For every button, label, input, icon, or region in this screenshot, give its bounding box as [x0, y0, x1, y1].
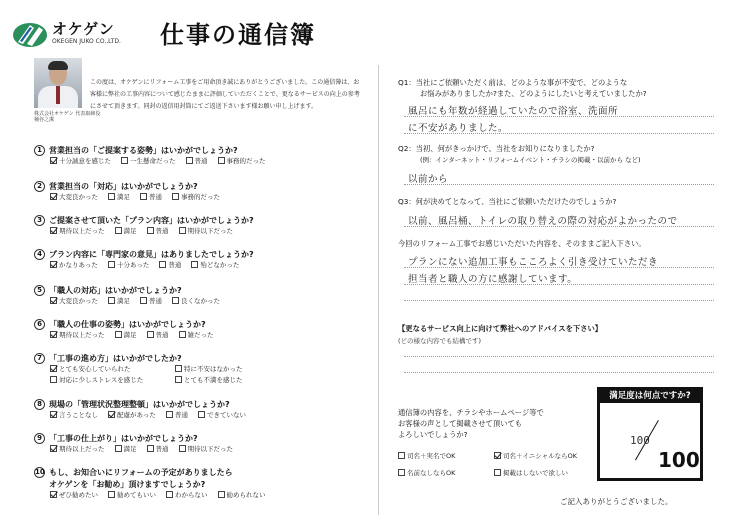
option[interactable]: 期待以上だった: [50, 330, 105, 341]
answer-line: [404, 267, 714, 268]
answer-line: [404, 184, 714, 185]
option[interactable]: とても不満を感じた: [175, 375, 243, 386]
checkbox-checked-icon[interactable]: [50, 227, 57, 234]
option[interactable]: 名前なしならOK: [398, 468, 494, 479]
option[interactable]: 期待以上だった: [50, 226, 105, 237]
checkbox-checked-icon[interactable]: [50, 297, 57, 304]
checkbox-icon[interactable]: [115, 445, 122, 452]
checkbox-icon[interactable]: [115, 227, 122, 234]
checkbox-icon[interactable]: [191, 261, 198, 268]
question-title: 「工事の仕上がり」はいかがでしょうか?: [49, 433, 198, 443]
score-max: 100: [658, 448, 700, 472]
advice-title: 【更なるサービス向上に向けて弊社へのアドバイスを下さい】: [398, 324, 603, 333]
impression-answer-line1[interactable]: プランにない追加工事もこころよく引き受けていただき: [408, 257, 659, 268]
question-10: [34, 466, 364, 501]
q2-answer[interactable]: 以前から: [408, 174, 449, 185]
logo-name: オケゲン: [52, 20, 115, 38]
checkbox-icon[interactable]: [398, 469, 405, 476]
option[interactable]: ぜひ勧めたい: [50, 490, 98, 501]
checkbox-icon[interactable]: [398, 452, 405, 459]
option[interactable]: 満足: [115, 330, 137, 341]
checkbox-icon[interactable]: [50, 376, 57, 383]
option[interactable]: 配慮があった: [108, 410, 156, 421]
option[interactable]: 言うことなし: [50, 410, 98, 421]
option[interactable]: 十分誠意を感じた: [50, 156, 111, 167]
answer-line: [404, 133, 714, 134]
logo-mark-icon: [12, 20, 48, 50]
question-title: 現場の「管理状況整理整頓」はいかがでしょうか?: [49, 399, 230, 409]
question-number: 2: [34, 181, 45, 192]
checkbox-icon[interactable]: [179, 445, 186, 452]
question-3: [34, 214, 364, 237]
question-2: [34, 180, 364, 203]
checkbox-checked-icon[interactable]: [50, 193, 57, 200]
answer-line: [404, 226, 714, 227]
option[interactable]: 司名＋実名でOK: [398, 451, 494, 462]
question-number: 7: [34, 353, 45, 364]
question-1: [34, 144, 364, 167]
checkbox-checked-icon[interactable]: [50, 365, 57, 372]
option[interactable]: 大変良かった: [50, 296, 98, 307]
checkbox-checked-icon[interactable]: [50, 157, 57, 164]
answer-line: [404, 356, 714, 357]
question-number: 8: [34, 399, 45, 410]
question-5: [34, 284, 364, 307]
question-6: [34, 318, 364, 341]
advice-subtitle: (どの様な内容でも結構です): [398, 337, 482, 345]
option[interactable]: かなりあった: [50, 260, 98, 271]
option[interactable]: 普通: [147, 226, 169, 237]
question-title: 「工事の進め方」はいかがでしたか?: [49, 353, 182, 363]
checkbox-icon[interactable]: [175, 365, 182, 372]
option[interactable]: 勧めてもいい: [108, 490, 156, 501]
intro-text: この度は、オケゲンにリフォーム工事をご用命頂き誠にありがとうございました。この通信簿は、お客様に弊社の工事内容について感じたままに評価していただくことで、更なるサービスの向上の参考にさせて頂きます。同封の返信用封筒にてご返送下さいます様お願い申し上げます。: [90, 79, 360, 110]
question-number: 6: [34, 319, 45, 330]
answer-line: [404, 284, 714, 285]
question-title: 営業担当の「ご提案する姿勢」はいかがでしょうか?: [49, 145, 238, 155]
checkbox-checked-icon[interactable]: [50, 411, 57, 418]
question-number: 3: [34, 215, 45, 226]
option[interactable]: 普通: [140, 296, 162, 307]
question-title: ご提案させて頂いた「プラン内容」はいかがでしょうか?: [49, 215, 254, 225]
question-title: 営業担当の「対応」はいかがでしょうか?: [49, 181, 198, 191]
q3-question: Q3：何が決めてとなって、当社にご依頼いただけたのでしょうか?: [398, 197, 617, 206]
checkbox-icon[interactable]: [175, 376, 182, 383]
checkbox-icon[interactable]: [172, 193, 179, 200]
question-title: 「職人の仕事の姿勢」はいかがでしょうか?: [49, 319, 206, 329]
question-8: [34, 398, 364, 421]
column-divider: [378, 65, 379, 515]
q1-question: Q1：当社にご依頼いただく前は、どのような事が不安で、どのような お悩みがありましたか?また、どのようにしたいと考えていましたか?: [398, 78, 647, 98]
question-title: 「職人の対応」はいかがでしょうか?: [49, 285, 182, 295]
company-logo: [12, 18, 152, 58]
checkbox-icon[interactable]: [172, 297, 179, 304]
checkbox-checked-icon[interactable]: [50, 331, 57, 338]
option[interactable]: 勧められない: [218, 490, 266, 501]
checkbox-icon[interactable]: [121, 157, 128, 164]
checkbox-icon[interactable]: [186, 157, 193, 164]
option[interactable]: 大変良かった: [50, 192, 98, 203]
q2-example: (例：インターネット・リフォームイベント・チラシの掲載・以前から など): [420, 156, 641, 164]
page-title: 仕事の通信簿: [160, 21, 316, 49]
checkbox-icon[interactable]: [140, 193, 147, 200]
option[interactable]: 普通: [166, 410, 188, 421]
question-4: [34, 248, 364, 271]
permission-question: 通信簿の内容を、チラシやホームページ等で お客様の声として掲載させて頂いても よろしいでしょうか?: [398, 408, 544, 439]
option[interactable]: 普通: [147, 444, 169, 455]
question-title: プラン内容に「専門家の意見」はありましたでしょうか?: [49, 249, 254, 259]
option[interactable]: 期待以下だった: [179, 226, 234, 237]
checkbox-icon[interactable]: [179, 331, 186, 338]
option[interactable]: 普通: [159, 260, 181, 271]
checkbox-checked-icon[interactable]: [108, 411, 115, 418]
checkbox-icon[interactable]: [108, 297, 115, 304]
checkbox-icon[interactable]: [218, 491, 225, 498]
q1-answer-line2[interactable]: に不安がありました。: [408, 123, 509, 134]
option[interactable]: 期待以下だった: [179, 444, 234, 455]
question-number: 5: [34, 285, 45, 296]
ceo-portrait: [34, 58, 82, 108]
option[interactable]: できていない: [198, 410, 246, 421]
checkbox-icon[interactable]: [166, 491, 173, 498]
option[interactable]: 特に不安はなかった: [175, 364, 243, 375]
q1-answer-line1[interactable]: 風呂にも年数が経過していたので浴室、洗面所: [408, 106, 619, 117]
checkbox-checked-icon[interactable]: [494, 452, 501, 459]
question-number: 10: [35, 467, 45, 476]
option[interactable]: 良くなかった: [172, 296, 220, 307]
question-number: 9: [34, 433, 45, 444]
question-number: 1: [34, 145, 45, 156]
option[interactable]: 殆どなかった: [191, 260, 239, 271]
option[interactable]: 事務的だった: [172, 192, 220, 203]
question-7: [34, 352, 364, 386]
ceo-title: 株式会社オケゲン 代表取締役: [34, 111, 101, 117]
option[interactable]: 満足: [108, 192, 130, 203]
option[interactable]: 満足: [115, 444, 137, 455]
option[interactable]: 事務的だった: [218, 156, 266, 167]
thanks-text: ご記入ありがとうございました。: [560, 497, 673, 506]
option[interactable]: 期待以上だった: [50, 444, 105, 455]
option[interactable]: 満足: [115, 226, 137, 237]
checkbox-icon[interactable]: [108, 491, 115, 498]
impression-question: 今回のリフォーム工事でお感じいただいた内容を、そのままご記入下さい。: [398, 239, 646, 248]
option[interactable]: 満足: [108, 296, 130, 307]
question-number: 4: [34, 249, 45, 260]
checkbox-icon[interactable]: [494, 469, 501, 476]
checkbox-icon[interactable]: [108, 261, 115, 268]
checkbox-icon[interactable]: [218, 157, 225, 164]
checkbox-icon[interactable]: [140, 297, 147, 304]
checkbox-icon[interactable]: [166, 411, 173, 418]
score-title: 満足度は何点ですか?: [600, 390, 700, 403]
satisfaction-score-box: [597, 387, 703, 481]
ceo-name: 桶谷之潔: [34, 117, 55, 123]
option[interactable]: 雑だった: [179, 330, 214, 341]
checkbox-checked-icon[interactable]: [50, 261, 57, 268]
question-title-line2: オケゲンを「お勧め」頂けますでしょうか?: [49, 479, 206, 489]
checkbox-icon[interactable]: [147, 227, 154, 234]
answer-line: [404, 372, 714, 373]
q3-answer[interactable]: 以前、風呂桶、トイレの取り替えの際の対応がよかったので: [408, 216, 678, 227]
question-9: [34, 432, 364, 455]
option[interactable]: わからない: [166, 490, 208, 501]
option[interactable]: 掲載はしないで欲しい: [494, 468, 590, 479]
checkbox-icon[interactable]: [159, 261, 166, 268]
option[interactable]: 対応に少しストレスを感じた: [50, 375, 165, 386]
checkbox-icon[interactable]: [115, 331, 122, 338]
checkbox-icon[interactable]: [108, 193, 115, 200]
option[interactable]: 一生懸命だった: [121, 156, 176, 167]
score-value[interactable]: 100: [630, 434, 650, 447]
option[interactable]: 普通: [147, 330, 169, 341]
question-title: もし、お知合いにリフォームの予定がありましたら: [49, 467, 233, 477]
permission-options: [398, 451, 598, 480]
option[interactable]: 司名＋イニシャルならOK: [494, 451, 590, 462]
option[interactable]: 十分あった: [108, 260, 149, 271]
checkbox-icon[interactable]: [198, 411, 205, 418]
checkbox-icon[interactable]: [147, 445, 154, 452]
checkbox-icon[interactable]: [179, 227, 186, 234]
answer-line: [404, 116, 714, 117]
q2-question: Q2：当初、何がきっかけで、当社をお知りになりましたか?: [398, 144, 595, 153]
answer-line: [404, 300, 714, 301]
impression-answer-line2[interactable]: 担当者と職人の方に感謝しています。: [408, 274, 578, 285]
checkbox-checked-icon[interactable]: [50, 491, 57, 498]
option[interactable]: 普通: [186, 156, 208, 167]
option[interactable]: 普通: [140, 192, 162, 203]
option[interactable]: とても安心していられた: [50, 364, 165, 375]
checkbox-checked-icon[interactable]: [50, 445, 57, 452]
checkbox-icon[interactable]: [147, 331, 154, 338]
logo-subtitle: OKEGEN JUKO CO.,LTD.: [52, 38, 121, 45]
